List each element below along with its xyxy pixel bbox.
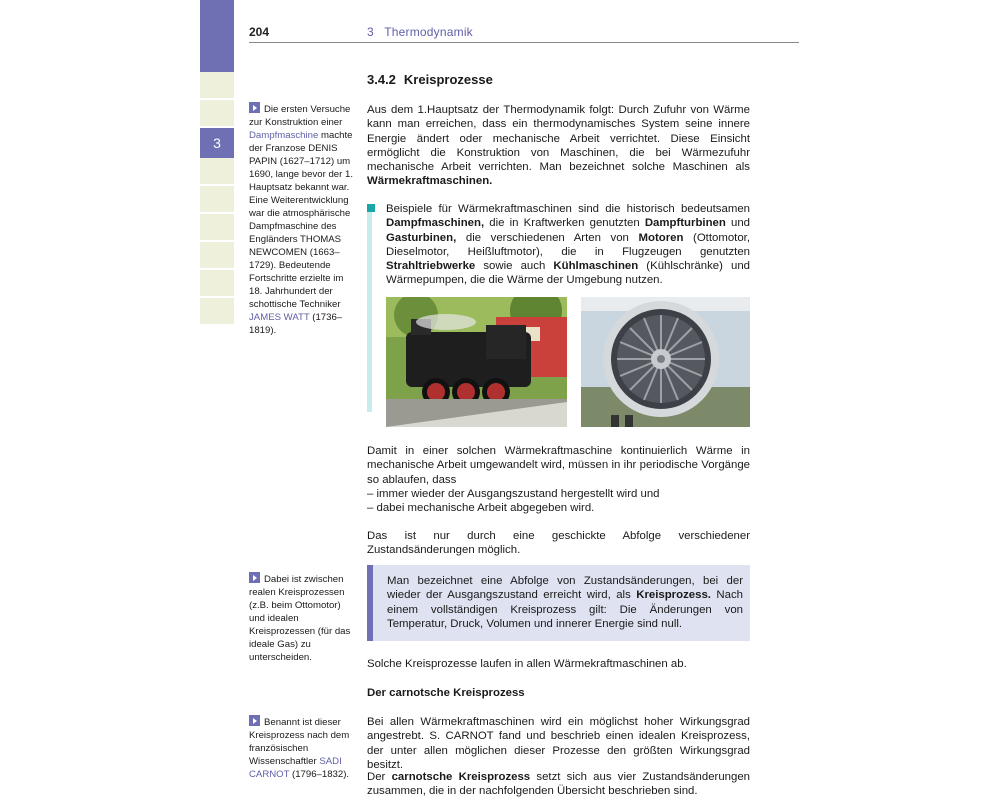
chapter-title: 3 Thermodynamik: [367, 25, 473, 39]
note-arrow-icon: [249, 102, 260, 113]
term: Strahltriebwerke: [386, 260, 476, 273]
text: Dabei ist zwischen realen Kreisprozessen (z.B. beim Ottomotor) und idealen Kreisprozessen (für das ideale Gas) zu unterscheiden.: [249, 574, 351, 663]
text: (1796–1832).: [289, 769, 350, 780]
section-heading: [367, 72, 493, 87]
text: machte der Franzose DENIS PAPIN (1627–1712) um 1690, lange bevor der 1. Hauptsatz bekannt war. Eine Weiterentwicklung war die atmosphärische Dampfmaschine des Engländers THOMAS NEWCOMEN (1663–1729). Bedeutende Fortschritte erzielte im 18. Jahrhundert der schottische Techniker: [249, 130, 354, 310]
examples-marker-icon: [367, 204, 375, 212]
thumb-index-tab: [200, 242, 234, 269]
text: (1736–1819).: [249, 312, 343, 336]
term: Gasturbinen,: [386, 231, 457, 244]
text: die verschiedenen Arten von: [456, 231, 639, 244]
intro-paragraph: [367, 103, 750, 189]
thumb-index-tab: [200, 214, 234, 241]
highlight: SADI CARNOT: [249, 756, 342, 780]
thumb-index-tab: [200, 72, 234, 99]
text: Nach einem vollständigen Kreisprozess gilt: Die Änderungen von Temperatur, Druck, Volumen und innerer Energie sind null.: [387, 589, 743, 630]
thumb-index-tab: [200, 298, 234, 325]
margin-note: [249, 715, 359, 781]
term: Motoren: [638, 231, 684, 244]
text: Der: [367, 771, 392, 783]
note-arrow-icon: [249, 715, 260, 726]
term: Dampfmaschinen,: [386, 217, 485, 230]
text: (Ottomotor, Dieselmotor, Heißluftmotor), die in Flugzeugen genutzten: [386, 231, 751, 258]
thumb-index-tab: [200, 158, 234, 185]
text: Benannt ist dieser Kreisprozess nach dem französischen Wissenschaftler: [249, 717, 350, 767]
term: Dampfturbinen: [644, 217, 726, 230]
text: und: [725, 217, 750, 230]
highlight: JAMES WATT: [249, 312, 310, 323]
body-paragraph: Das ist nur durch eine geschickte Abfolge verschiedener Zustandsänderungen möglich.: [367, 530, 750, 557]
examples-text: [386, 202, 750, 288]
section-number: 3.4.2: [367, 72, 396, 87]
jet-engine-photo: [581, 297, 750, 427]
text: die in Kraftwerken genutzten: [484, 217, 645, 230]
term: carnotsche Kreisprozess: [391, 771, 531, 783]
thumb-index-tab: [200, 270, 234, 297]
header-rule: [249, 42, 799, 43]
steam-locomotive-photo: [386, 297, 567, 427]
definition-box: [367, 565, 750, 641]
thumb-index-tab: [200, 186, 234, 213]
subheading: Der carnotsche Kreisprozess: [367, 687, 525, 699]
text: setzt sich aus vier Zustandsänderungen zusammen, die in der nachfolgenden Übersicht beschrieben sind.: [367, 771, 751, 798]
thumb-index: [200, 0, 234, 330]
text: sowie auch: [475, 260, 554, 273]
thumb-index-top: [200, 0, 234, 72]
body-paragraph: Damit in einer solchen Wärmekraftmaschine kontinuierlich Wärme in mechanische Arbeit umgewandelt wird, müssen in ihr periodische Vorgänge so ablaufen, dass: [367, 445, 750, 486]
highlight: Dampfmaschine: [249, 130, 319, 141]
section-title: Kreisprozesse: [403, 72, 493, 87]
body-paragraph: [367, 770, 750, 799]
note-arrow-icon: [249, 572, 260, 583]
thumb-index-chapter: 3: [200, 128, 234, 158]
page-number: 204: [249, 25, 270, 39]
thumb-index-tab: [200, 100, 234, 127]
list-item: – dabei mechanische Arbeit abgegeben wird.: [367, 502, 595, 514]
examples-bar: [367, 204, 372, 412]
text: Beispiele für Wärmekraftmaschinen sind die historisch bedeutsamen: [386, 203, 750, 215]
text: Die ersten Versuche zur Konstruktion einer: [249, 104, 351, 128]
text: Man bezeichnet eine Abfolge von Zustandsänderungen, bei der wieder der Ausgangszustand erreicht wird, als: [387, 575, 743, 602]
list-item: – immer wieder der Ausgangszustand hergestellt wird und: [367, 488, 660, 500]
intro-term: Wärmekraftmaschinen.: [367, 175, 493, 188]
body-paragraph: Solche Kreisprozesse laufen in allen Wärmekraftmaschinen ab.: [367, 658, 687, 670]
term: Kreisprozess.: [636, 589, 711, 602]
definition-text: [387, 574, 743, 631]
term: Kühlmaschinen: [553, 260, 639, 273]
text: (Kühlschränke) und Wärmepumpen, die die Wärme der Umgebung nutzen.: [386, 260, 751, 287]
margin-note: [249, 102, 359, 337]
body-paragraph: Bei allen Wärmekraftmaschinen wird ein möglichst hoher Wirkungsgrad angestrebt. S. CARNOT fand und beschrieb einen idealen Kreisprozess, der unter allen möglichen dieser Prozesse den größten Wirkungsgrad besitzt.: [367, 716, 750, 771]
intro-text: Aus dem 1.Hauptsatz der Thermodynamik folgt: Durch Zufuhr von Wärme kann man erreichen, dass ein thermodynamisches System seine innere Energie ändert oder mechanische Arbeit verrichtet. Diese Einsicht ermöglicht die Konstruktion von Maschinen, die bei Wärmezufuhr mechanische Arbeit verrichten. Man bezeichnet solche Maschinen als: [367, 104, 750, 174]
margin-note: [249, 572, 359, 664]
definition-bar: [367, 565, 373, 641]
